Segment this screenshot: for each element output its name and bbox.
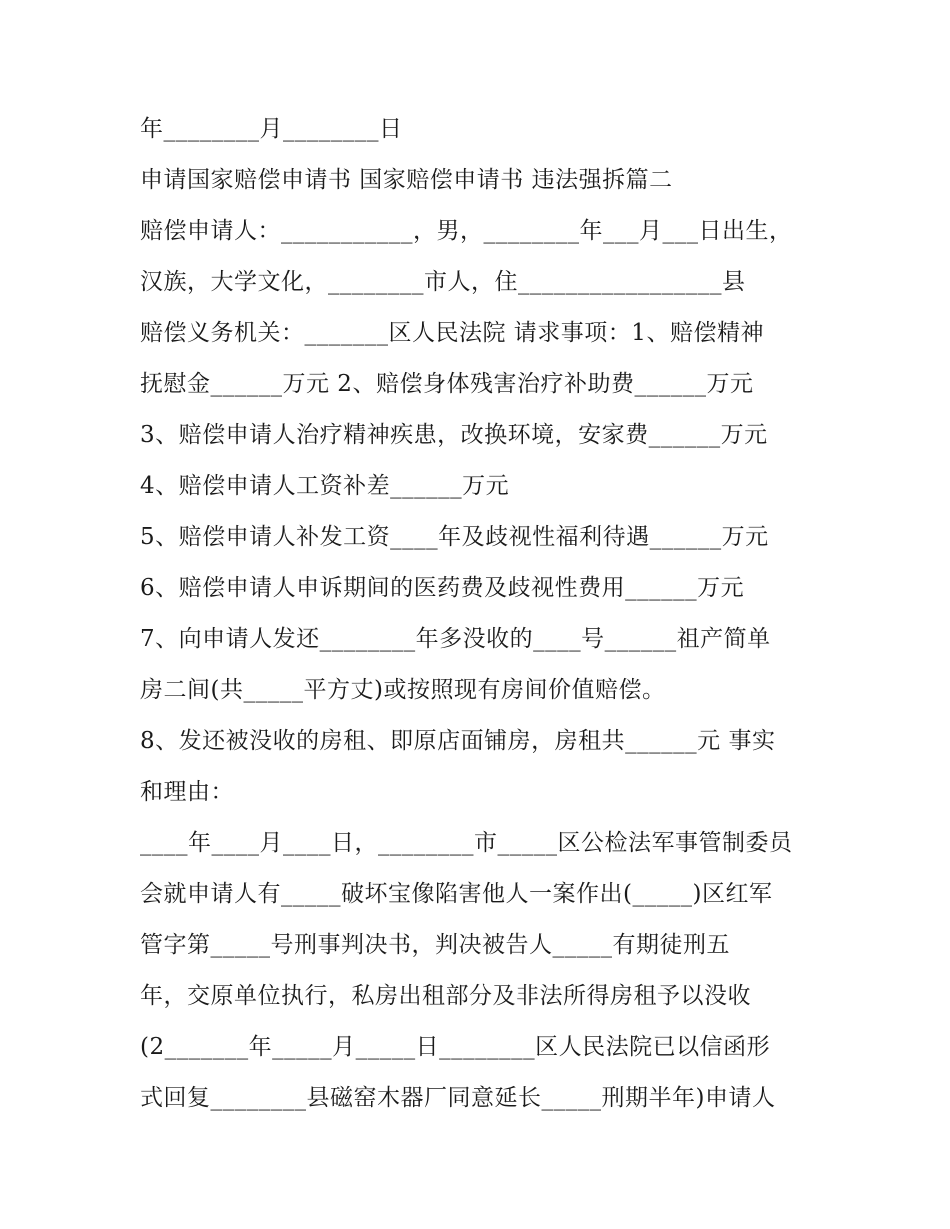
text-line: 7、向申请人发还________年多没收的____号______祖产简单: [140, 626, 771, 652]
text-line: 式回复________县磁窑木器厂同意延长_____刑期半年)申请人: [140, 1085, 776, 1111]
text-line: 4、赔偿申请人工资补差______万元: [140, 473, 510, 499]
text-line: 8、发还被没收的房租、即原店面铺房，房租共______元 事实: [140, 728, 776, 754]
text-line: 抚慰金______万元 2、赔偿身体残害治疗补助费______万元: [140, 371, 754, 397]
text-line: 管字第_____号刑事判决书，判决被告人_____有期徒刑五: [140, 932, 730, 958]
text-line: (2_______年_____月_____日________区人民法院已以信函形: [140, 1034, 771, 1060]
text-line: 和理由：: [140, 779, 234, 805]
text-line: 汉族，大学文化，________市人，住_________________县: [140, 269, 746, 295]
text-line: 5、赔偿申请人补发工资____年及歧视性福利待遇______万元: [140, 524, 769, 550]
text-line: 会就申请人有_____破坏宝像陷害他人一案作出(_____)区红军: [140, 881, 773, 907]
text-line: ____年____月____日，________市_____区公检法军事管制委员: [140, 830, 793, 856]
text-line: 房二间(共_____平方丈)或按照现有房间价值赔偿。: [140, 677, 666, 703]
text-line: 年________月________日: [140, 116, 403, 142]
text-line: 3、赔偿申请人治疗精神疾患，改换环境，安家费______万元: [140, 422, 768, 448]
text-line: 赔偿义务机关：_______区人民法院 请求事项：1、赔偿精神: [140, 320, 764, 346]
text-line: 年，交原单位执行，私房出租部分及非法所得房租予以没收: [140, 983, 751, 1009]
text-line: 6、赔偿申请人申诉期间的医药费及歧视性费用______万元: [140, 575, 745, 601]
text-line: 赔偿申请人：___________，男，________年___月___日出生，: [140, 218, 793, 244]
section-heading: 申请国家赔偿申请书 国家赔偿申请书 违法强拆篇二: [140, 167, 673, 193]
